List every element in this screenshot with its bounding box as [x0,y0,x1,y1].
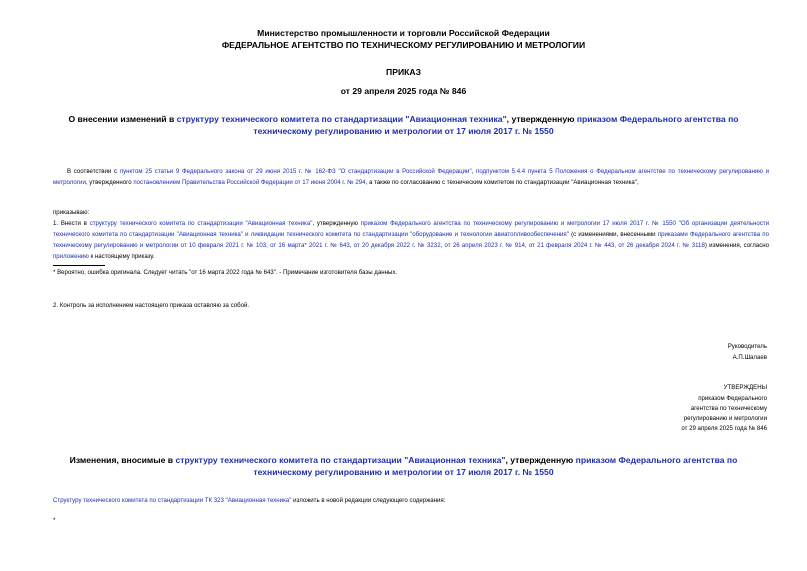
agency-name: ФЕДЕРАЛЬНОЕ АГЕНТСТВО ПО ТЕХНИЧЕСКОМУ РЕГУЛИРОВАНИЮ И МЕТРОЛОГИИ [221,40,586,50]
approval-line-3: агентства по техническому [690,405,767,412]
title-link-order-b[interactable]: техническому регулированию и метрологии от 17 июля 2017 г. № 1550 [253,125,554,136]
item-1-paragraph [53,218,769,262]
item-1-text-2: , утвержденную [312,220,361,227]
appendix-title-prefix: Изменения, вносимые в [69,455,176,465]
item-1-text-4: ) изменения, согласно [704,242,769,249]
approval-line-4: регулированию и метрологии [683,415,767,422]
item-2-paragraph: 2. Контроль за исполнением настоящего приказа оставляю за собой. [53,302,250,309]
approval-line-5: от 29 апреля 2025 года № 846 [681,425,767,432]
title-link-structure[interactable]: структуру технического комитета по стандартизации "Авиационная техника" [176,114,507,124]
signature-position: Руководитель [727,343,767,350]
approval-line-2: приказом Федерального [698,395,767,402]
item-1-link-order[interactable]: приказом Федерального агентства по техническому регулированию и метрологии 17 июля 2017 г. № 1550 "Об организации деятельности технического комитета по стандартизации "Авиационная техника" и ликвидации технического комитета по стандартизации "оборудование и технологии авиатопливообеспечения" [53,220,769,238]
preamble-link-resolution[interactable]: постановлением Правительства Российской Федерации от 17 июня 2004 г. № 294 [133,179,366,186]
footnote-separator [53,265,105,266]
item-1-text-1: 1. Внести в [53,220,90,227]
title-link-order-a[interactable]: приказом Федерального агентства по [576,114,739,124]
appendix-title-link-structure[interactable]: структуру технического комитета по стандартизации "Авиационная техника" [175,455,506,465]
item-1-link-amendments[interactable]: приказами Федерального агентства по техническому регулированию и метрологии от 10 февраля 2021 г. № 103, от 16 марта* 2021 г. № 643, от 20 декабря 2022 г. № 3232, от 26 апреля 2023 г. № 914, от 21 февраля 2024 г. № 443, от 26 декабря 2024 г. № 3118 [53,231,769,249]
preamble-text-1: В соответствии с [67,168,120,175]
ministry-name: Министерство промышленности и торговли Российской Федерации [257,28,550,38]
appendix-link-structure[interactable]: Структуру технического комитета по стандартизации ТК 323 "Авиационная техника" [53,497,292,504]
appendix-title-link-order-a[interactable]: приказом Федерального агентства по [575,455,738,465]
preamble-text-2: , [471,168,477,175]
item-1-link-appendix[interactable]: приложению [53,253,89,260]
item-1-text-5: к настоящему приказу. [88,253,155,260]
appendix-title-middle: , утвержденную [505,455,576,465]
order-word: приказываю: [53,209,90,216]
item-1-link-structure[interactable]: структуру технического комитета по стандартизации "Авиационная техника" [89,220,313,227]
appendix-paragraph [53,496,445,506]
title-prefix: О внесении изменений в [68,114,177,124]
appendix-title [0,455,807,478]
appendix-title-link-order-b[interactable]: техническому регулированию и метрологии от 17 июля 2017 г. № 1550 [253,466,554,477]
document-date-number: от 29 апреля 2025 года № 846 [340,86,467,96]
footnote: * Вероятно, ошибка оригинала. Следует читать "от 16 марта 2022 года № 643". - Примечание изготовителя базы данных. [53,269,398,276]
approval-line-1: УТВЕРЖДЕНЫ [723,384,767,391]
preamble-link-law[interactable]: пунктом 25 статьи 9 Федерального закона от 29 июня 2015 г. № 162-ФЗ "О стандартизации в Российской Федерации" [119,168,472,175]
preamble-text-3: , утвержденного [85,179,134,186]
preamble-text-4: , а также по согласованию с техническим комитетом по стандартизации "Авиационная техника", [365,179,639,186]
preamble-link-regulation[interactable]: подпунктом 5.4.4 пункта 5 Положения о Федеральном агентстве по техническому регулированию и метрологии [53,168,769,186]
bullet-marker: * [53,517,56,524]
item-1-text-3: (с изменениями, внесенными [568,231,658,238]
document-type: ПРИКАЗ [386,67,421,77]
appendix-text-1: изложить в новой редакции следующего содержания: [291,497,446,504]
title-middle: , утвержденную [506,114,577,124]
signature-name: А.П.Шалаев [732,354,767,361]
preamble-paragraph [53,166,769,188]
document-title [0,114,807,137]
